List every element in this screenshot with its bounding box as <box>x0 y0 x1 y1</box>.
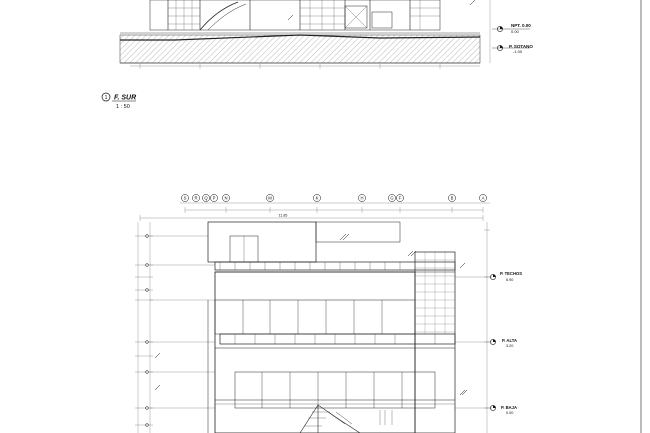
overall-dimension: 11.85 <box>278 213 288 218</box>
grid-bubble <box>388 194 395 201</box>
left-dimensions <box>135 222 215 433</box>
svg-text:S: S <box>183 195 187 201</box>
spot-elevation-markers <box>146 234 467 426</box>
grid-bubble <box>479 194 486 201</box>
svg-text:F: F <box>398 195 402 201</box>
grid-bubble <box>313 194 320 201</box>
svg-text:R: R <box>194 195 198 201</box>
level-value-baja: 0.00 <box>506 411 514 415</box>
view-title: F. SUR <box>114 94 137 102</box>
grid-bubble <box>448 194 455 201</box>
level-name-baja: P. BAJA <box>501 405 517 410</box>
lower-level-techos <box>490 271 522 282</box>
level-name-alta: P. ALTA <box>502 338 517 343</box>
top-dimensions <box>140 207 483 221</box>
level-value-alta: 3.20 <box>506 344 514 348</box>
upper-level-nptm <box>492 23 531 34</box>
svg-text:Q: Q <box>204 195 208 201</box>
lower-level-baja <box>490 405 517 415</box>
svg-text:A: A <box>481 195 485 201</box>
upper-level-name-0: NPT. 0.00 <box>511 23 531 28</box>
svg-text:B: B <box>450 195 454 201</box>
grid-bubble <box>358 194 365 201</box>
view-title-block <box>102 93 136 110</box>
lower-level-alta <box>490 338 517 348</box>
grid-bubble <box>222 194 229 201</box>
grid-bubble <box>202 194 209 201</box>
view-number: 1 <box>104 95 108 101</box>
svg-text:H: H <box>360 195 364 201</box>
svg-text:G: G <box>390 195 394 201</box>
grid-axis-row <box>180 194 490 203</box>
upper-level-sotano <box>492 44 533 54</box>
upper-level-value-1: -1.00 <box>513 49 523 54</box>
level-value-techos: 6.90 <box>506 278 514 282</box>
right-dimensions <box>455 222 492 433</box>
level-name-techos: P. TECHOS <box>500 271 523 276</box>
grid-bubble <box>181 194 188 201</box>
upper-level-value-0: 0.00 <box>511 29 519 34</box>
grid-bubble <box>192 194 199 201</box>
upper-level-name-1: P. SOTANO <box>509 44 533 49</box>
svg-text:P: P <box>212 195 216 201</box>
grid-bubble <box>396 194 403 201</box>
svg-text:K: K <box>315 195 319 201</box>
grid-bubble <box>266 194 273 201</box>
lower-elevation <box>208 222 455 433</box>
svg-text:M: M <box>268 195 272 201</box>
upper-elevation <box>120 0 490 69</box>
svg-text:N: N <box>224 195 228 201</box>
view-scale: 1 : 50 <box>116 104 130 110</box>
grid-bubble <box>210 194 217 201</box>
